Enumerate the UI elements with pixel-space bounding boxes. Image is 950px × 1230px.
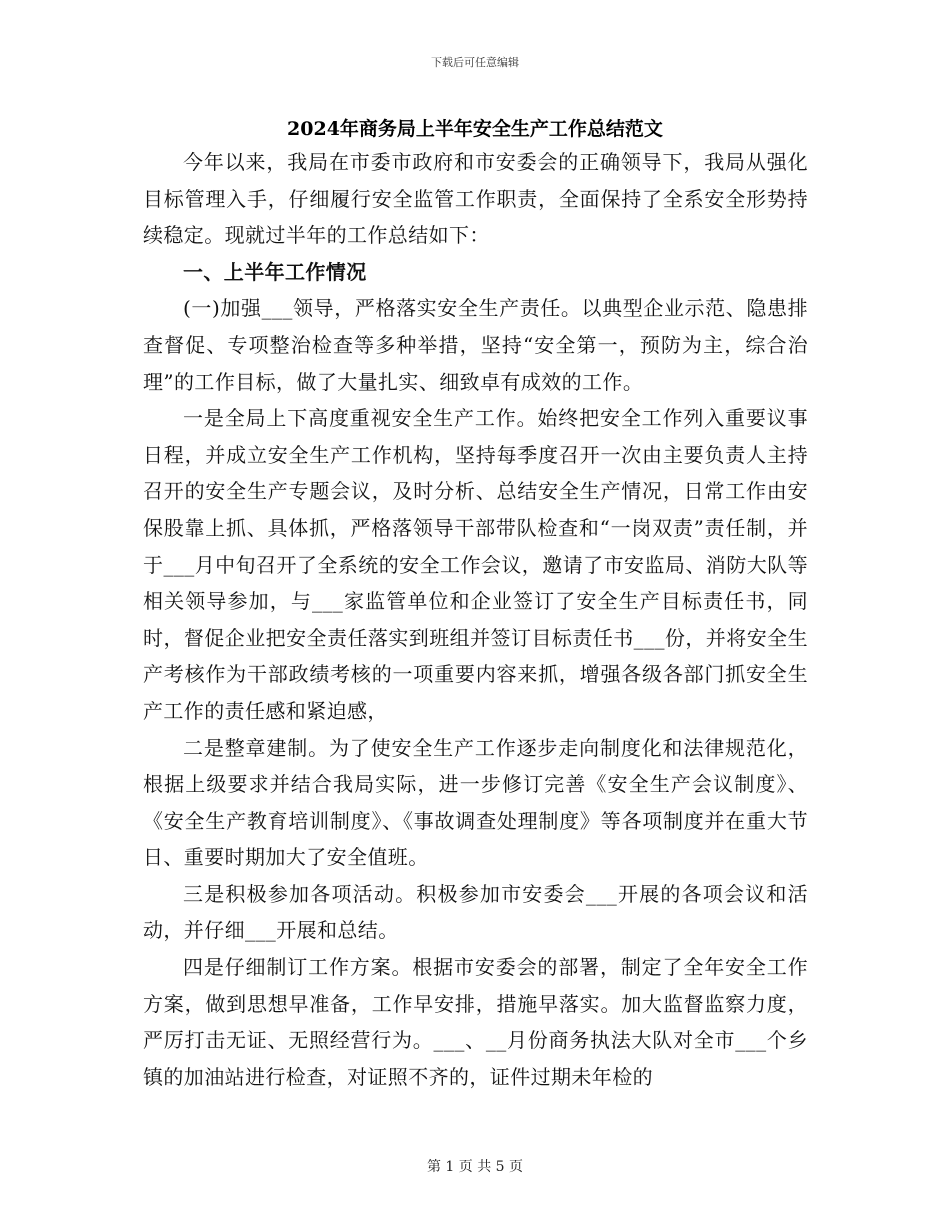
paragraph-intro: 今年以来，我局在市委市政府和市安委会的正确领导下，我局从强化目标管理入手，仔细履行安全监管工作职责，全面保持了全系安全形势持续稳定。现就过半年的工作总结如下： — [143, 150, 808, 248]
paragraph-point-2: 二是整章建制。为了使安全生产工作逐步走向制度化和法律规范化，根据上级要求并结合我局实际，进一步修订完善《安全生产会议制度》、《安全生产教育培训制度》、《事故调查处理制度》等各项制度并在重大节日、重要时期加大了安全值班。 — [143, 735, 808, 870]
paragraph-point-3: 三是积极参加各项活动。积极参加市安委会___开展的各项会议和活动，并仔细___开展和总结。 — [143, 881, 808, 943]
document-body — [143, 144, 808, 1095]
paragraph-subsection-1: (一)加强___领导，严格落实安全生产责任。以典型企业示范、隐患排查督促、专项整治检查等多种举措，坚持“安全第一，预防为主，综合治理”的工作目标，做了大量扎实、细致卓有成效的工作。 — [143, 296, 808, 394]
page-number-footer: 第 1 页 共 5 页 — [426, 1159, 524, 1175]
section-heading: 一、上半年工作情况 — [183, 259, 367, 284]
document-title: 2024年商务局上半年安全生产工作总结范文 — [287, 118, 663, 140]
paragraph-point-4: 四是仔细制订工作方案。根据市安委会的部署，制定了全年安全工作方案，做到思想早准备，工作早安排，措施早落实。加大监督监察力度，严厉打击无证、无照经营行为。___、__月份商务执法大队对全市___个乡镇的加油站进行检查，对证照不齐的，证件过期未年检的 — [143, 955, 808, 1089]
page-header-note: 下载后可任意编辑 — [431, 56, 519, 69]
paragraph-point-1: 一是全局上下高度重视安全生产工作。始终把安全工作列入重要议事日程，并成立安全生产工作机构，坚持每季度召开一次由主要负责人主持召开的安全生产专题会议，及时分析、总结安全生产情况，日常工作由安保股靠上抓、具体抓，严格落领导干部带队检查和“一岗双责”责任制，并于___月中旬召开了全系统的安全工作会议，邀请了市安监局、消防大队等相关领导参加，与___家监管单位和企业签订了安全生产目标责任书，同时，督促企业把安全责任落实到班组并签订目标责任书___份，并将安全生产考核作为干部政绩考核的一项重要内容来抓，增强各级各部门抓安全生产工作的责任感和紧迫感， — [143, 406, 808, 723]
